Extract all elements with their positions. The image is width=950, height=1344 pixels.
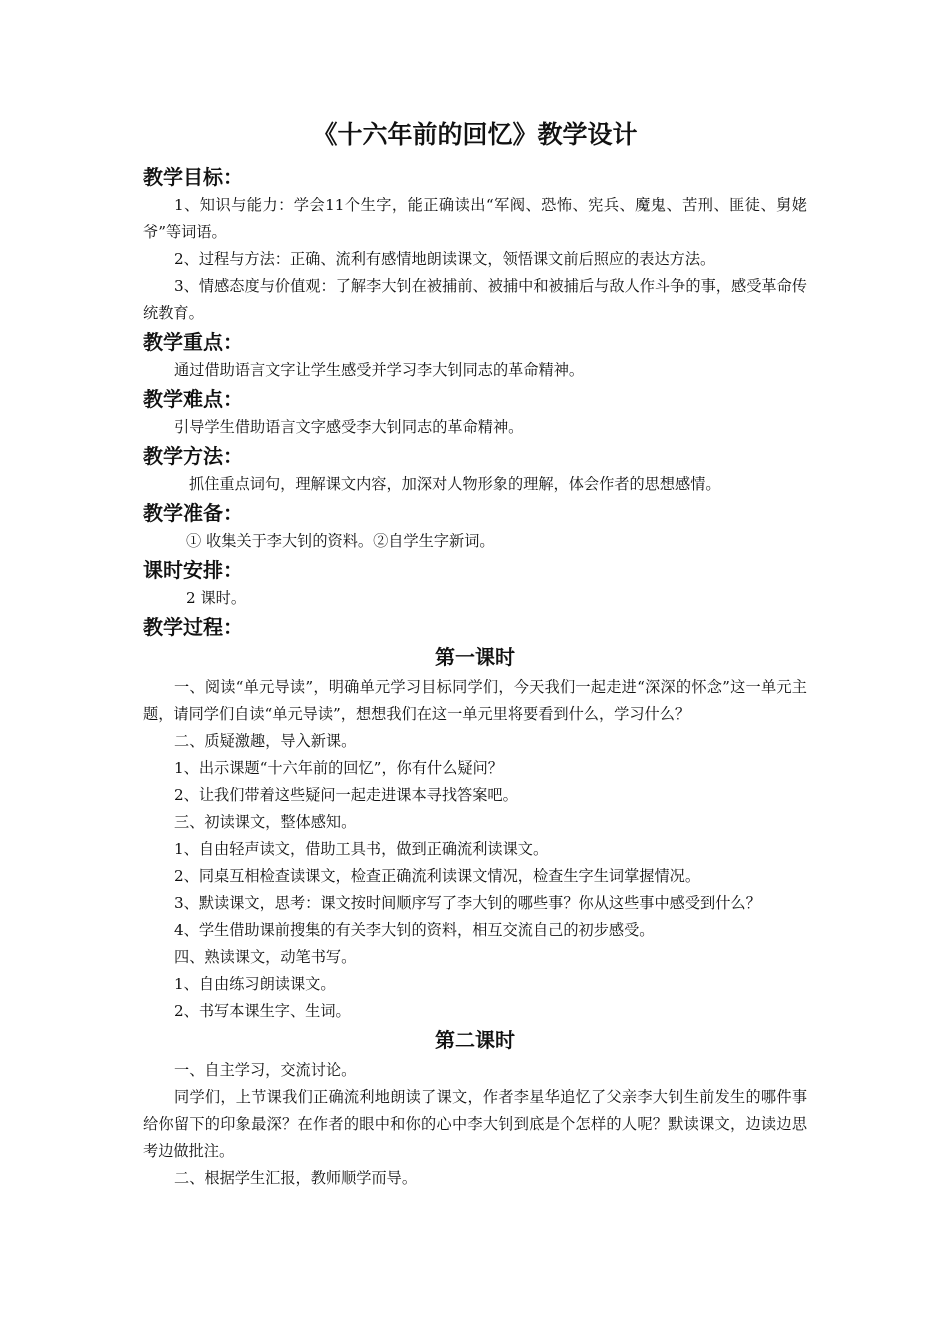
lesson-1-paragraph: 3、默读课文，思考：课文按时间顺序写了李大钊的哪些事？你从这些事中感受到什么？ xyxy=(174,894,761,912)
process-heading: 教学过程： xyxy=(143,615,243,639)
lesson-2-paragraph: 一、自主学习，交流讨论。 xyxy=(174,1061,357,1079)
lesson-1-paragraph: 1、自由练习朗读课文。 xyxy=(174,975,336,993)
lesson-2-paragraph: 二、根据学生汇报，教师顺学而导。 xyxy=(174,1169,417,1187)
document-body xyxy=(143,118,807,1192)
key-points-heading: 教学重点： xyxy=(143,330,243,354)
lesson-1-paragraph: 2、书写本课生字、生词。 xyxy=(174,1002,351,1020)
method-heading: 教学方法： xyxy=(143,444,243,468)
key-points-text: 通过借助语言文字让学生感受并学习李大钊同志的革命精神。 xyxy=(174,361,585,379)
lesson-1-title: 第一课时 xyxy=(435,645,515,669)
lesson-1-paragraph: 1、出示课题“十六年前的回忆”，你有什么疑问？ xyxy=(174,759,503,777)
preparation-heading: 教学准备： xyxy=(143,501,243,525)
lesson-1-paragraph: 一、阅读“单元导读”，明确单元学习目标同学们，今天我们一起走进“深深的怀念”这一单元主题，请同学们自读“单元导读”，想想我们在这一单元里将要看到什么，学习什么？ xyxy=(143,678,807,723)
lesson-1-paragraph: 二、质疑激趣，导入新课。 xyxy=(174,732,357,750)
goal-item: 2、过程与方法：正确、流利有感情地朗读课文，领悟课文前后照应的表达方法。 xyxy=(174,250,716,268)
lesson-1-paragraph: 四、熟读课文，动笔书写。 xyxy=(174,948,357,966)
lesson-2-title: 第二课时 xyxy=(435,1028,515,1052)
lesson-1-paragraph: 三、初读课文，整体感知。 xyxy=(174,813,357,831)
difficulty-text: 引导学生借助语言文字感受李大钊同志的革命精神。 xyxy=(174,418,524,436)
preparation-text: ① 收集关于李大钊的资料。②自学生字新词。 xyxy=(186,532,495,550)
goal-item: 1、知识与能力：学会11个生字，能正确读出“军阀、恐怖、宪兵、魔鬼、苦刑、匪徒、舅姥爷”等词语。 xyxy=(143,196,807,241)
document-title: 《十六年前的回忆》教学设计 xyxy=(312,120,638,149)
method-text: 抓住重点词句，理解课文内容，加深对人物形象的理解，体会作者的思想感情。 xyxy=(189,475,721,493)
schedule-heading: 课时安排： xyxy=(143,558,243,582)
lesson-1-paragraph: 2、让我们带着这些疑问一起走进课本寻找答案吧。 xyxy=(174,786,518,804)
lesson-1-paragraph: 1、自由轻声读文，借助工具书，做到正确流利读课文。 xyxy=(174,840,549,858)
lesson-1-paragraph: 4、学生借助课前搜集的有关李大钊的资料，相互交流自己的初步感受。 xyxy=(174,921,655,939)
goal-item: 3、情感态度与价值观：了解李大钊在被捕前、被捕中和被捕后与敌人作斗争的事，感受革命传统教育。 xyxy=(143,277,807,322)
schedule-text: 2 课时。 xyxy=(186,589,247,607)
lesson-2-paragraph: 同学们，上节课我们正确流利地朗读了课文，作者李星华追忆了父亲李大钊生前发生的哪件事给你留下的印象最深？在作者的眼中和你的心中李大钊到底是个怎样的人呢？默读课文，边读边思考边做批注。 xyxy=(143,1088,807,1160)
difficulty-heading: 教学难点： xyxy=(143,387,243,411)
goals-heading: 教学目标： xyxy=(143,165,243,189)
lesson-1-paragraph: 2、同桌互相检查读课文，检查正确流利读课文情况，检查生字生词掌握情况。 xyxy=(174,867,701,885)
